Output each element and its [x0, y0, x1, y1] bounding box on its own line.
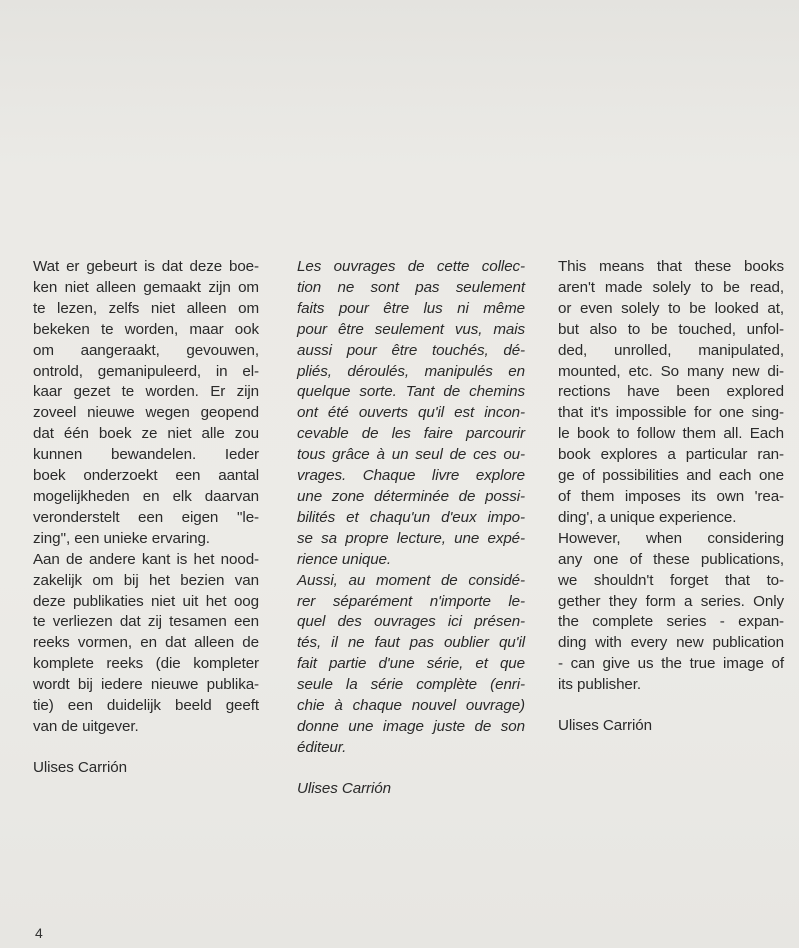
text-line: ded, unrolled, manipulated,	[558, 341, 784, 359]
french-text-column	[297, 257, 525, 800]
page-number: 4	[35, 925, 43, 941]
text-line: ge of possibilities and each one	[558, 467, 784, 485]
text-line: éditeur.	[297, 738, 347, 756]
text-line: boek onderzoekt een aantal	[33, 467, 259, 485]
text-line: chie à chaque nouvel ouvrage)	[297, 697, 525, 715]
text-line: Wat er gebeurt is dat deze boe-	[33, 258, 259, 275]
dutch-signature: Ulises Carrión	[33, 758, 127, 776]
text-line: deze publikaties niet uit het oog	[33, 592, 259, 610]
text-line: ontrold, gemanipuleerd, in el-	[33, 362, 259, 380]
english-paragraph-1	[558, 257, 784, 529]
text-line: - can give us the true image of	[558, 655, 784, 673]
text-line: une zone déterminée de possi-	[297, 487, 525, 505]
text-line: However, when considering	[558, 529, 784, 547]
english-signature: Ulises Carrión	[558, 717, 652, 735]
text-line: van de uitgever.	[33, 717, 139, 735]
dutch-text-column	[33, 257, 259, 779]
text-line: book explores a particular ran-	[558, 446, 784, 464]
text-line: dat één boek ze niet alle zou	[33, 425, 259, 443]
text-line: pour être seulement vus, mais	[297, 320, 525, 338]
text-line: aussi pour être touchés, dé-	[297, 341, 525, 359]
text-line: Les ouvrages de cette collec-	[297, 258, 525, 275]
french-paragraph-2	[297, 571, 525, 759]
text-line: quelque sorte. Tant de chemins	[297, 383, 525, 401]
text-line: kunnen bewandelen. Ieder	[33, 446, 259, 464]
text-line: rections have been explored	[558, 383, 784, 401]
text-line: rer séparément n'importe le-	[297, 592, 525, 610]
text-line: the complete series - expan-	[558, 613, 784, 631]
french-signature: Ulises Carrión	[297, 779, 391, 797]
text-line: tion ne sont pas seulement	[297, 278, 525, 296]
text-line: zoveel nieuwe wegen geopend	[33, 404, 259, 422]
text-line: we shouldn't forget that to-	[558, 571, 784, 589]
text-line: aren't made solely to be read,	[558, 278, 784, 296]
text-line: reeks vormen, en dat alleen de	[33, 634, 259, 652]
text-line: tés, il ne faut pas oublier qu'il	[297, 634, 525, 652]
text-line: gether they form a series. Only	[558, 592, 784, 610]
text-line: vrages. Chaque livre explore	[297, 467, 525, 485]
text-line: rience unique.	[297, 550, 392, 568]
text-line: of them imposes its own 'rea-	[558, 487, 784, 505]
text-line: bekeken te worden, maar ook	[33, 320, 259, 338]
text-line: ken niet alleen gemaakt zijn om	[33, 278, 259, 296]
english-text-column	[558, 257, 784, 737]
text-line: kaar gezet te worden. Er zijn	[33, 383, 259, 401]
text-line: wordt bij iedere nieuwe publika-	[33, 676, 259, 694]
dutch-paragraph-2	[33, 550, 259, 738]
text-line: ding', a unique experience.	[558, 508, 737, 526]
text-line: Aussi, au moment de considé-	[297, 571, 525, 589]
text-line: quel des ouvrages ici présen-	[297, 613, 525, 631]
text-line: faits pour être lus ni même	[297, 299, 525, 317]
text-line: mounted, etc. So many new di-	[558, 362, 784, 380]
dutch-paragraph-1	[33, 257, 259, 550]
text-line: that it's impossible for one sing-	[558, 404, 784, 422]
text-line: ont été ouverts qu'il est incon-	[297, 404, 525, 422]
text-line: veronderstelt een eigen ''le-	[33, 508, 259, 526]
text-line: but also to be touched, unfol-	[558, 320, 784, 338]
text-line: its publisher.	[558, 676, 642, 694]
text-line: mogelijkheden en elk daarvan	[33, 487, 259, 505]
text-line: zakelijk om bij het bezien van	[33, 571, 259, 589]
text-line: This means that these books	[558, 258, 784, 275]
text-line: cevable de les faire parcourir	[297, 425, 525, 443]
text-line: tous grâce à un seul de ces ou-	[297, 446, 525, 464]
text-line: te verliezen dat zij tesamen een	[33, 613, 259, 631]
text-line: pliés, déroulés, manipulés en	[297, 362, 525, 380]
text-line: zing'', een unieke ervaring.	[33, 529, 210, 547]
text-line: se sa propre lecture, une expé-	[297, 529, 525, 547]
text-line: any one of these publications,	[558, 550, 784, 568]
french-paragraph-1	[297, 257, 525, 571]
english-paragraph-2	[558, 529, 784, 696]
text-line: te lezen, zelfs niet alleen om	[33, 299, 259, 317]
text-line: fait partie d'une série, et que	[297, 655, 525, 673]
text-line: Aan de andere kant is het nood-	[33, 550, 259, 568]
text-line: or even solely to be looked at,	[558, 299, 784, 317]
text-line: seule la série complète (enri-	[297, 676, 525, 694]
text-line: om aangeraakt, gevouwen,	[33, 341, 259, 359]
text-line: tie) een duidelijk beeld geeft	[33, 697, 259, 715]
text-line: donne une image juste de son	[297, 717, 525, 735]
text-line: bilités et chaqu'un d'eux impo-	[297, 508, 525, 526]
text-line: komplete reeks (die kompleter	[33, 655, 259, 673]
text-line: ding with every new publication	[558, 634, 784, 652]
text-line: le book to follow them all. Each	[558, 425, 784, 443]
